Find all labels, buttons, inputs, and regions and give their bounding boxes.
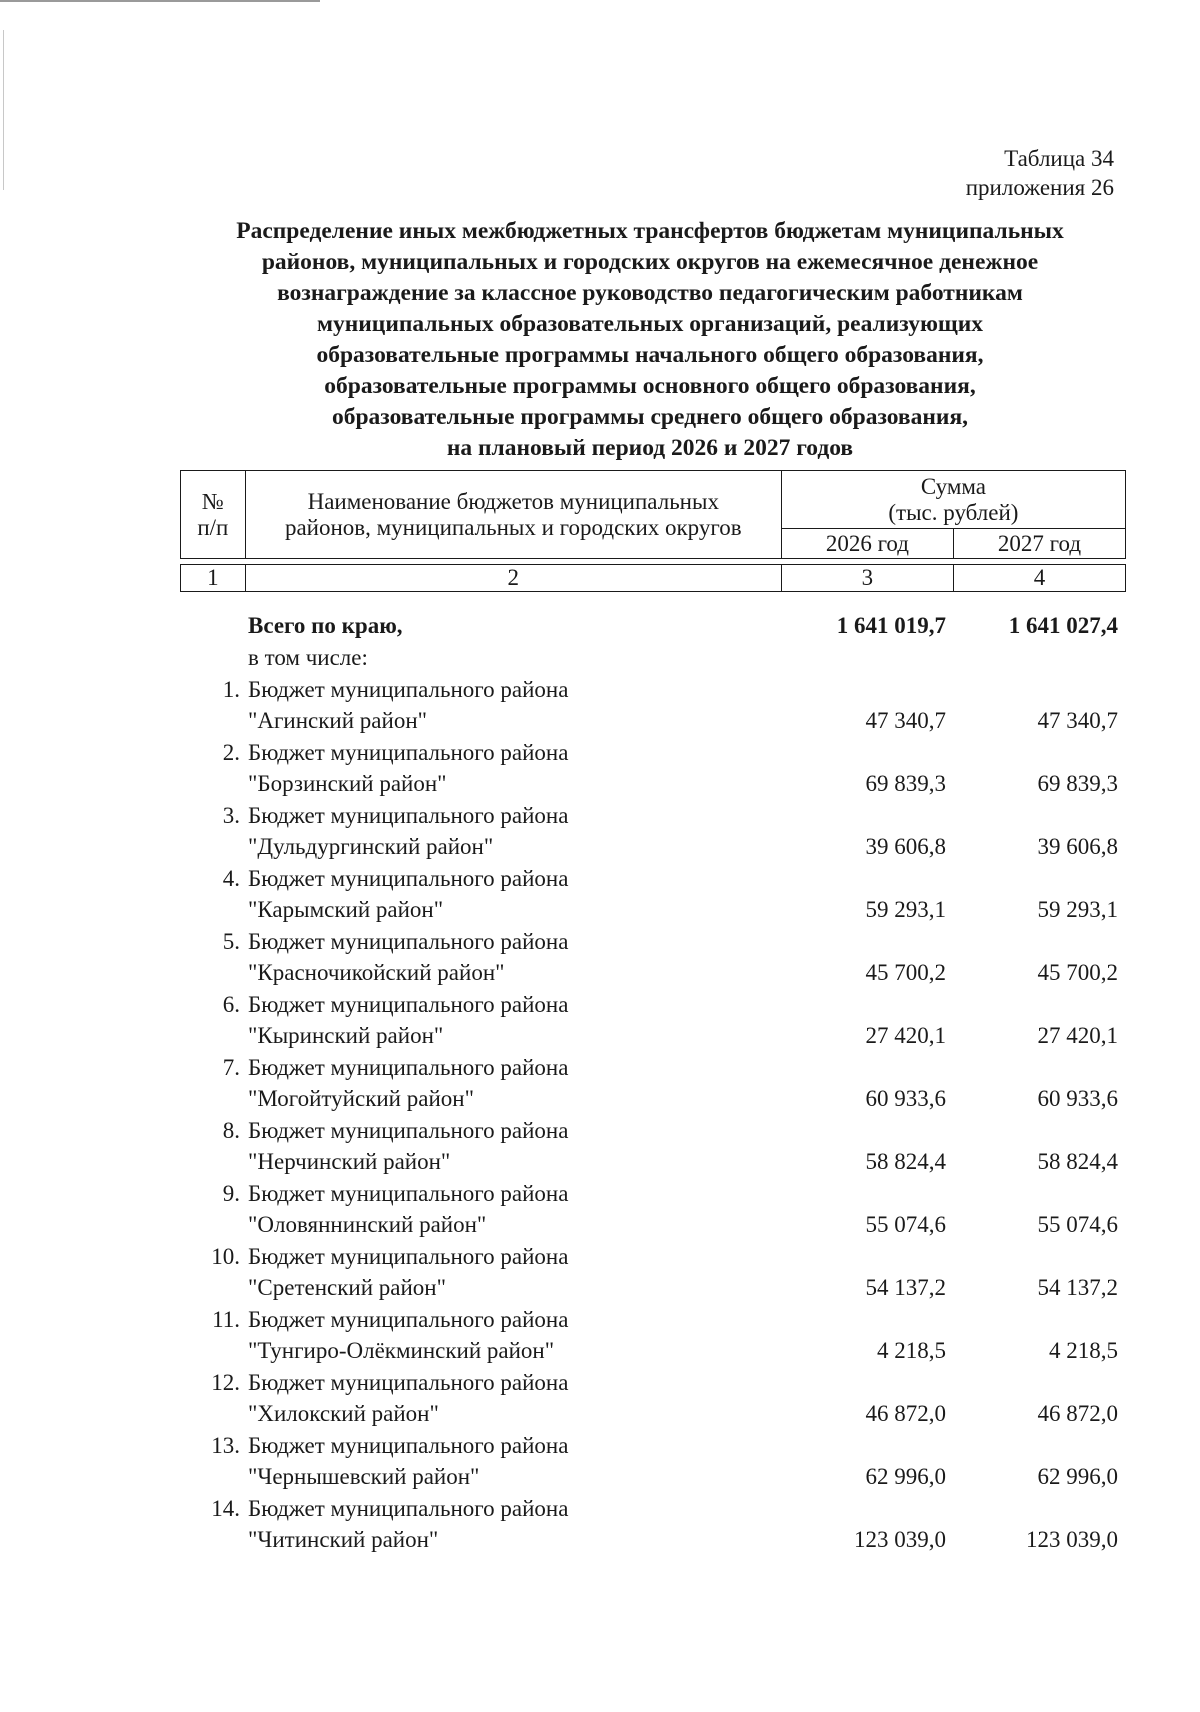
table-row <box>180 1178 1126 1241</box>
row-name-line1: Бюджет муниципального района <box>248 1181 569 1206</box>
column-number-2: 2 <box>245 565 781 592</box>
total-2026: 1 641 019,7 <box>836 613 946 638</box>
row-name-line1: Бюджет муниципального района <box>248 1055 569 1080</box>
table-row <box>180 1304 1126 1367</box>
row-name-line1: Бюджет муниципального района <box>248 1307 569 1332</box>
column-number-4: 4 <box>953 565 1125 592</box>
scan-edge-left <box>3 30 4 190</box>
row-number: 8. <box>222 1118 240 1143</box>
row-value-2026: 45 700,2 <box>865 960 946 985</box>
row-value-2027: 45 700,2 <box>1037 960 1118 985</box>
row-name-line1: Бюджет муниципального района <box>248 803 569 828</box>
title-line: Распределение иных межбюджетных трансфертов бюджетам муниципальных <box>236 218 1064 244</box>
total-label: Всего по краю, <box>248 613 403 638</box>
row-number: 3. <box>222 803 240 828</box>
row-name-line2: "Нерчинский район" <box>248 1149 451 1174</box>
row-name-line2: "Красночикойский район" <box>248 960 505 985</box>
row-name-line1: Бюджет муниципального района <box>248 1244 569 1269</box>
row-name-line2: "Кыринский район" <box>248 1023 444 1048</box>
row-value-2027: 54 137,2 <box>1037 1275 1118 1300</box>
row-name <box>244 800 782 862</box>
row-value-2027: 55 074,6 <box>1037 1212 1118 1237</box>
row-number: 1. <box>222 677 240 702</box>
header-sum-title: Сумма <box>920 473 986 499</box>
header-name-line: районов, муниципальных и городских округов <box>284 514 742 540</box>
row-value-2027: 59 293,1 <box>1037 897 1118 922</box>
row-number: 6. <box>222 992 240 1017</box>
row-name <box>244 737 782 799</box>
row-name <box>244 1304 782 1366</box>
row-name-line2: "Могойтуйский район" <box>248 1086 474 1111</box>
row-value-2026: 47 340,7 <box>865 708 946 733</box>
row-name <box>244 1493 782 1555</box>
header-name <box>245 471 781 559</box>
row-number: 2. <box>222 740 240 765</box>
row-number: 12. <box>211 1370 240 1395</box>
header-sum <box>781 471 1125 529</box>
table-row <box>180 1241 1126 1304</box>
row-value-2027: 39 606,8 <box>1037 834 1118 859</box>
row-number: 5. <box>222 929 240 954</box>
title-line: районов, муниципальных и городских округов на ежемесячное денежное <box>261 249 1039 275</box>
header-number-abbr: п/п <box>197 514 229 540</box>
row-name <box>244 1241 782 1303</box>
row-name <box>244 989 782 1051</box>
row-name-line2: "Тунгиро-Олёкминский район" <box>248 1338 555 1363</box>
row-name <box>244 1052 782 1114</box>
row-value-2027: 69 839,3 <box>1037 771 1118 796</box>
row-number: 7. <box>222 1055 240 1080</box>
table-row <box>180 1052 1126 1115</box>
table-body <box>180 610 1126 1556</box>
table-row <box>180 863 1126 926</box>
row-name-line1: Бюджет муниципального района <box>248 992 569 1017</box>
row-value-2027: 4 218,5 <box>1049 1338 1118 1363</box>
row-value-2026: 46 872,0 <box>865 1401 946 1426</box>
row-name-line2: "Читинский район" <box>248 1527 439 1552</box>
table-row <box>180 737 1126 800</box>
subtotal-label: в том числе: <box>248 645 368 670</box>
row-name-line1: Бюджет муниципального района <box>248 677 569 702</box>
row-name <box>244 1430 782 1492</box>
row-value-2026: 27 420,1 <box>865 1023 946 1048</box>
row-value-2027: 27 420,1 <box>1037 1023 1118 1048</box>
row-name-line2: "Сретенский район" <box>248 1275 446 1300</box>
row-name-line1: Бюджет муниципального района <box>248 1433 569 1458</box>
row-value-2026: 60 933,6 <box>865 1086 946 1111</box>
row-name-line2: "Оловяннинский район" <box>248 1212 487 1237</box>
header-number <box>181 471 246 559</box>
header-year-2027: 2027 год <box>953 529 1125 559</box>
row-name-line2: "Агинский район" <box>248 708 428 733</box>
row-name-line2: "Хилокский район" <box>248 1401 439 1426</box>
title-line: муниципальных образовательных организаций, реализующих <box>316 311 984 337</box>
row-value-2026: 39 606,8 <box>865 834 946 859</box>
row-name-line1: Бюджет муниципального района <box>248 866 569 891</box>
row-value-2026: 62 996,0 <box>865 1464 946 1489</box>
row-value-2026: 59 293,1 <box>865 897 946 922</box>
title-line: на плановый период 2026 и 2027 годов <box>446 435 854 461</box>
row-value-2026: 4 218,5 <box>877 1338 946 1363</box>
header-name-line: Наименование бюджетов муниципальных <box>307 488 719 514</box>
row-name <box>244 1367 782 1429</box>
row-name-line2: "Чернышевский район" <box>248 1464 480 1489</box>
row-value-2026: 58 824,4 <box>865 1149 946 1174</box>
row-name-line2: "Дульдургинский район" <box>248 834 494 859</box>
row-value-2027: 46 872,0 <box>1037 1401 1118 1426</box>
row-number: 4. <box>222 866 240 891</box>
table-row <box>180 800 1126 863</box>
row-name <box>244 674 782 736</box>
document-title <box>150 216 1150 464</box>
total-2027: 1 641 027,4 <box>1008 613 1118 638</box>
row-value-2026: 123 039,0 <box>854 1527 946 1552</box>
row-value-2027: 60 933,6 <box>1037 1086 1118 1111</box>
caption-appendix: приложения 26 <box>965 175 1114 200</box>
table-header <box>180 470 1126 592</box>
header-sum-unit: (тыс. рублей) <box>888 499 1019 525</box>
row-name-line1: Бюджет муниципального района <box>248 740 569 765</box>
row-number: 10. <box>211 1244 240 1269</box>
table-caption <box>966 144 1114 202</box>
row-name-line2: "Борзинский район" <box>248 771 447 796</box>
row-name-line1: Бюджет муниципального района <box>248 1370 569 1395</box>
total-row <box>180 610 1126 642</box>
row-number: 14. <box>211 1496 240 1521</box>
row-number: 11. <box>212 1307 240 1332</box>
table-row <box>180 926 1126 989</box>
header-number-sign: № <box>201 488 224 514</box>
title-line: вознаграждение за классное руководство педагогическим работникам <box>277 280 1023 306</box>
row-name-line2: "Карымский район" <box>248 897 444 922</box>
row-value-2026: 69 839,3 <box>865 771 946 796</box>
scan-edge-top <box>0 0 320 2</box>
row-name-line1: Бюджет муниципального района <box>248 929 569 954</box>
row-name <box>244 1178 782 1240</box>
title-line: образовательные программы начального общего образования, <box>316 342 984 368</box>
table-row <box>180 1493 1126 1556</box>
table-row <box>180 1367 1126 1430</box>
row-name-line1: Бюджет муниципального района <box>248 1118 569 1143</box>
row-value-2026: 54 137,2 <box>865 1275 946 1300</box>
row-name <box>244 926 782 988</box>
header-year-2026: 2026 год <box>781 529 953 559</box>
row-name <box>244 863 782 925</box>
row-value-2027: 123 039,0 <box>1026 1527 1118 1552</box>
row-number: 9. <box>222 1181 240 1206</box>
subtotal-row <box>180 642 1126 674</box>
row-value-2027: 62 996,0 <box>1037 1464 1118 1489</box>
row-name-line1: Бюджет муниципального района <box>248 1496 569 1521</box>
table-row <box>180 1115 1126 1178</box>
title-line: образовательные программы основного общего образования, <box>324 373 976 399</box>
column-number-1: 1 <box>181 565 246 592</box>
table-row <box>180 989 1126 1052</box>
row-name <box>244 1115 782 1177</box>
column-number-3: 3 <box>781 565 953 592</box>
title-line: образовательные программы среднего общего образования, <box>331 404 969 430</box>
row-value-2026: 55 074,6 <box>865 1212 946 1237</box>
caption-table-number: Таблица 34 <box>1004 146 1114 171</box>
row-value-2027: 47 340,7 <box>1037 708 1118 733</box>
table-row <box>180 1430 1126 1493</box>
row-value-2027: 58 824,4 <box>1037 1149 1118 1174</box>
table-row <box>180 674 1126 737</box>
row-number: 13. <box>211 1433 240 1458</box>
